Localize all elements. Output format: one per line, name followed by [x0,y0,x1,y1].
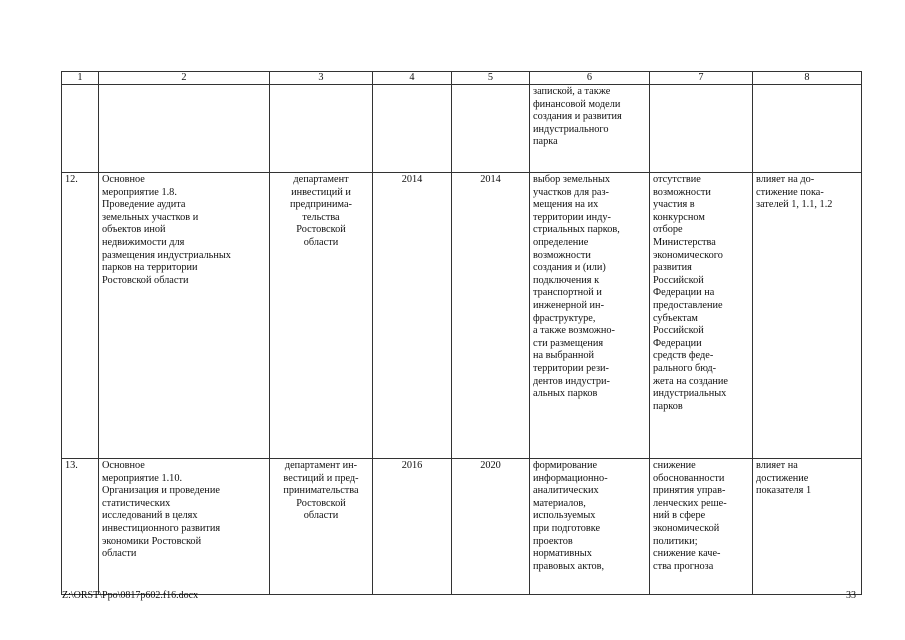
measures-table [61,71,862,595]
cell-empty [753,85,862,173]
cell-end-year: 2020 [452,459,530,595]
cell-row-number: 13. [62,459,99,595]
cell-activity: Основное мероприятие 1.10. Организация и проведение статистических исследований в целях инвестиционного развития экономики Ростовской области [99,459,270,595]
column-number-3: 3 [270,72,373,85]
table-row-12 [62,173,862,459]
cell-indicator-relation: влияет на достижение показателя 1 [753,459,862,595]
cell-empty [452,85,530,173]
table-row-continuation [62,85,862,173]
page-number: 33 [846,590,856,601]
column-number-1: 1 [62,72,99,85]
column-number-5: 5 [452,72,530,85]
cell-expected-result: формирование информационно- аналитических материалов, используемых при подготовке проектов нормативных правовых актов, [530,459,650,595]
cell-executor: департамент ин- вестиций и пред- принимательства Ростовской области [270,459,373,595]
cell-start-year: 2016 [373,459,452,595]
footer-file-path: Z:\ORST\Ppo\0817p602.f16.docx [62,590,199,601]
cell-row-number: 12. [62,173,99,459]
cell-empty [99,85,270,173]
cell-indicator-relation: влияет на до- стижение пока- зателей 1, 1.1, 1.2 [753,173,862,459]
column-number-4: 4 [373,72,452,85]
cell-end-year: 2014 [452,173,530,459]
column-number-8: 8 [753,72,862,85]
cell-expected-result: выбор земельных участков для раз- мещения на их территории инду- стриальных парков, определение возможности создания и (или) подключения к транспортной и инженерной ин- фраструктуре, а также возможно- сти размещения на выбранной территории рези- дентов индустри- альных парков [530,173,650,459]
cell-empty [270,85,373,173]
cell-consequences: снижение обоснованности принятия управ- ленческих реше- ний в сфере экономической политики; снижение каче- ства прогноза [650,459,753,595]
cell-result-continuation: запиской, а также финансовой модели создания и развития индустриального парка [530,85,650,173]
table-row-13 [62,459,862,595]
cell-empty [62,85,99,173]
cell-start-year: 2014 [373,173,452,459]
column-number-6: 6 [530,72,650,85]
column-number-2: 2 [99,72,270,85]
cell-empty [650,85,753,173]
cell-executor: департамент инвестиций и предпринима- тельства Ростовской области [270,173,373,459]
column-number-7: 7 [650,72,753,85]
cell-empty [373,85,452,173]
table-header-row [62,72,862,85]
cell-consequences: отсутствие возможности участия в конкурсном отборе Министерства экономического развития Российской Федерации на предоставление субъектам Российской Федерации средств феде- рального бюд- жета на создание индустриальных парков [650,173,753,459]
cell-activity: Основное мероприятие 1.8. Проведение аудита земельных участков и объектов иной недвижимости для размещения индустриальных парков на территории Ростовской области [99,173,270,459]
